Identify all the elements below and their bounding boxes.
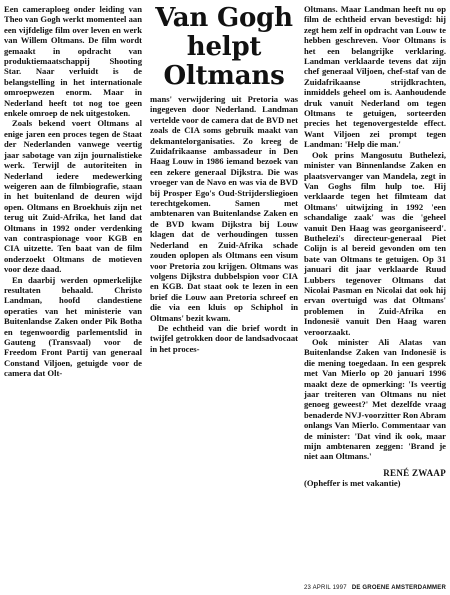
footer-magazine: DE GROENE AMSTERDAMMER bbox=[351, 585, 446, 591]
paragraph: De echtheid van die brief wordt in twijfel getrokken door de landsadvocaat in het proces- bbox=[150, 322, 298, 354]
paragraph: Oltmans. Maar Landman heeft nu op film de echtheid ervan bevestigd: hij zegt hem zelf in opdracht van Louw te hebben geschreven. Voor Oltmans is het een belangrijke verklaring. Landman verklaarde tevens dat zijn chef generaal Viljoen, chef-staf van de Zuidafrikaanse strijdkrachten, inmiddels geheel om is. Aanhoudende druk vanuit Nederland om tegen Oltmans te getuigen, sorteerden precies het tegenovergestelde effect. Want Viljoen zei prompt tegen Landman: 'Help die man.' bbox=[304, 4, 446, 150]
paragraph: En daarbij werden opmerkelijke resultaten behaald. Christo Landman, hoofd clandestiene operaties van het ministerie van Buitenlandse Zaken onder Pik Botha en tegenwoordig parlementslid in Gauteng (Transvaal) voor de Freedom Front Partij van generaal Constand Viljoen, getuigde voor de camera dat Olt- bbox=[4, 274, 142, 379]
headline: Van Gogh helpt Oltmans bbox=[155, 3, 293, 91]
paragraph: Ook prins Mangosutu Buthelezi, minister van Binnenlandse Zaken en plaatsvervanger van Mandela, zegt in Van Goghs film hulp toe. Hij verklaarde tegen het filmteam dat Oltmans' uitwijzing in 1992 'een schandalige zaak' was die 'geheel vanuit Den Haag was georganiseerd'. Buthelezi's directeur-generaal Piet Colijn is al bereid gevonden om ten bate van Oltmans te getuigen. Op 31 januari dit jaar verklaarde Ruud Lubbers tegenover Oltmans dat Nicolai Pasman en Nicolai dat ook hij ervan overtuigd was dat Oltmans' problemen in Zuid-Afrika en Indonesië vanuit Den Haag waren veroorzaakt. bbox=[304, 149, 446, 337]
page-footer bbox=[304, 585, 446, 591]
column-3 bbox=[304, 4, 446, 489]
paragraph: Ook minister Ali Alatas van Buitenlandse Zaken van Indonesië is die mening toegedaan. In een gesprek met Van Mierlo op 20 januari 1996 maakt deze de opmerking: 'Is veertig jaar treiteren van Oltmans nu niet genoeg geweest?' Met dezelfde vraag benaderde NVJ-voorzitter Ron Abram onlangs Van Mierlo. Commentaar van de minister: 'Dat vind ik ook, maar mijn ambtenaren zeggen: 'Brand je niet aan Oltmans.' bbox=[304, 337, 446, 462]
paragraph: mans' verwijdering uit Pretoria was ingegeven door Nederland. Landman vertelde voor de camera dat de BVD net zoals de CIA soms gebruik maakt van dekmantelorganisaties. Zo kreeg de Zuidafrikaanse ambassadeur in Den Haag Louw in 1986 iemand bezoek van een zekere generaal Dijkstra. Die was vroeger van de Navo en was via de BVD bij Prosper Ego's Oud-Strijdersliegioen terechtgekomen. Samen met ambtenaren van Buitenlandse Zaken en de BVD kwam Dijkstra bij Louw klagen dat de verhoudingen tussen Nederland en Zuid-Afrika schade zouden oplopen als Oltmans een visum voor Pretoria zou krijgen. Oltmans was volgens Dijkstra dubbelspion voor CIA en KGB. Dat staat ook te lezen in een brief die Louw aan Pretoria schreef en die via een kluis op Schiphol in Oltmans' bezit kwam. bbox=[150, 94, 298, 323]
editor-note: (Opheffer is met vakantie) bbox=[304, 478, 401, 489]
column-2 bbox=[150, 4, 298, 354]
column-1 bbox=[4, 4, 142, 379]
byline: RENÉ ZWAAP bbox=[383, 467, 446, 478]
footer-date: 23 APRIL 1997 bbox=[304, 585, 347, 591]
column-2-body bbox=[150, 94, 298, 354]
paragraph: Zoals bekend voert Oltmans al enige jaren een proces tegen de Staat der Nederlanden vanwege veertig jaar sabotage van zijn journalistieke werk. Terwijl de autoriteiten in Nederland iedere medewerking weigeren aan de filmbiografie, staan in het buitenland de deuren wijd open. Oltmans en Broekhuis zijn net terug uit Zuid-Afrika, het land dat Oltmans in 1992 onder verdenking van contraspionage voor KGB en CIA uitzette. Ten baat van de film onderzoekt Oltmans de motieven voor deze daad. bbox=[4, 118, 142, 275]
paragraph: Een cameraploeg onder leiding van Theo van Gogh werkt momenteel aan een vijfdelige film over leven en werk van Willem Oltmans. De film wordt gemaakt in opdracht van produktiemaatschappij Shooting Star. Naar verluidt is de belangstelling in het internationale omroepwezen enorm. Maar in Nederland heeft tot nog toe geen enkele omroep de nek uitgestoken. bbox=[4, 4, 142, 119]
